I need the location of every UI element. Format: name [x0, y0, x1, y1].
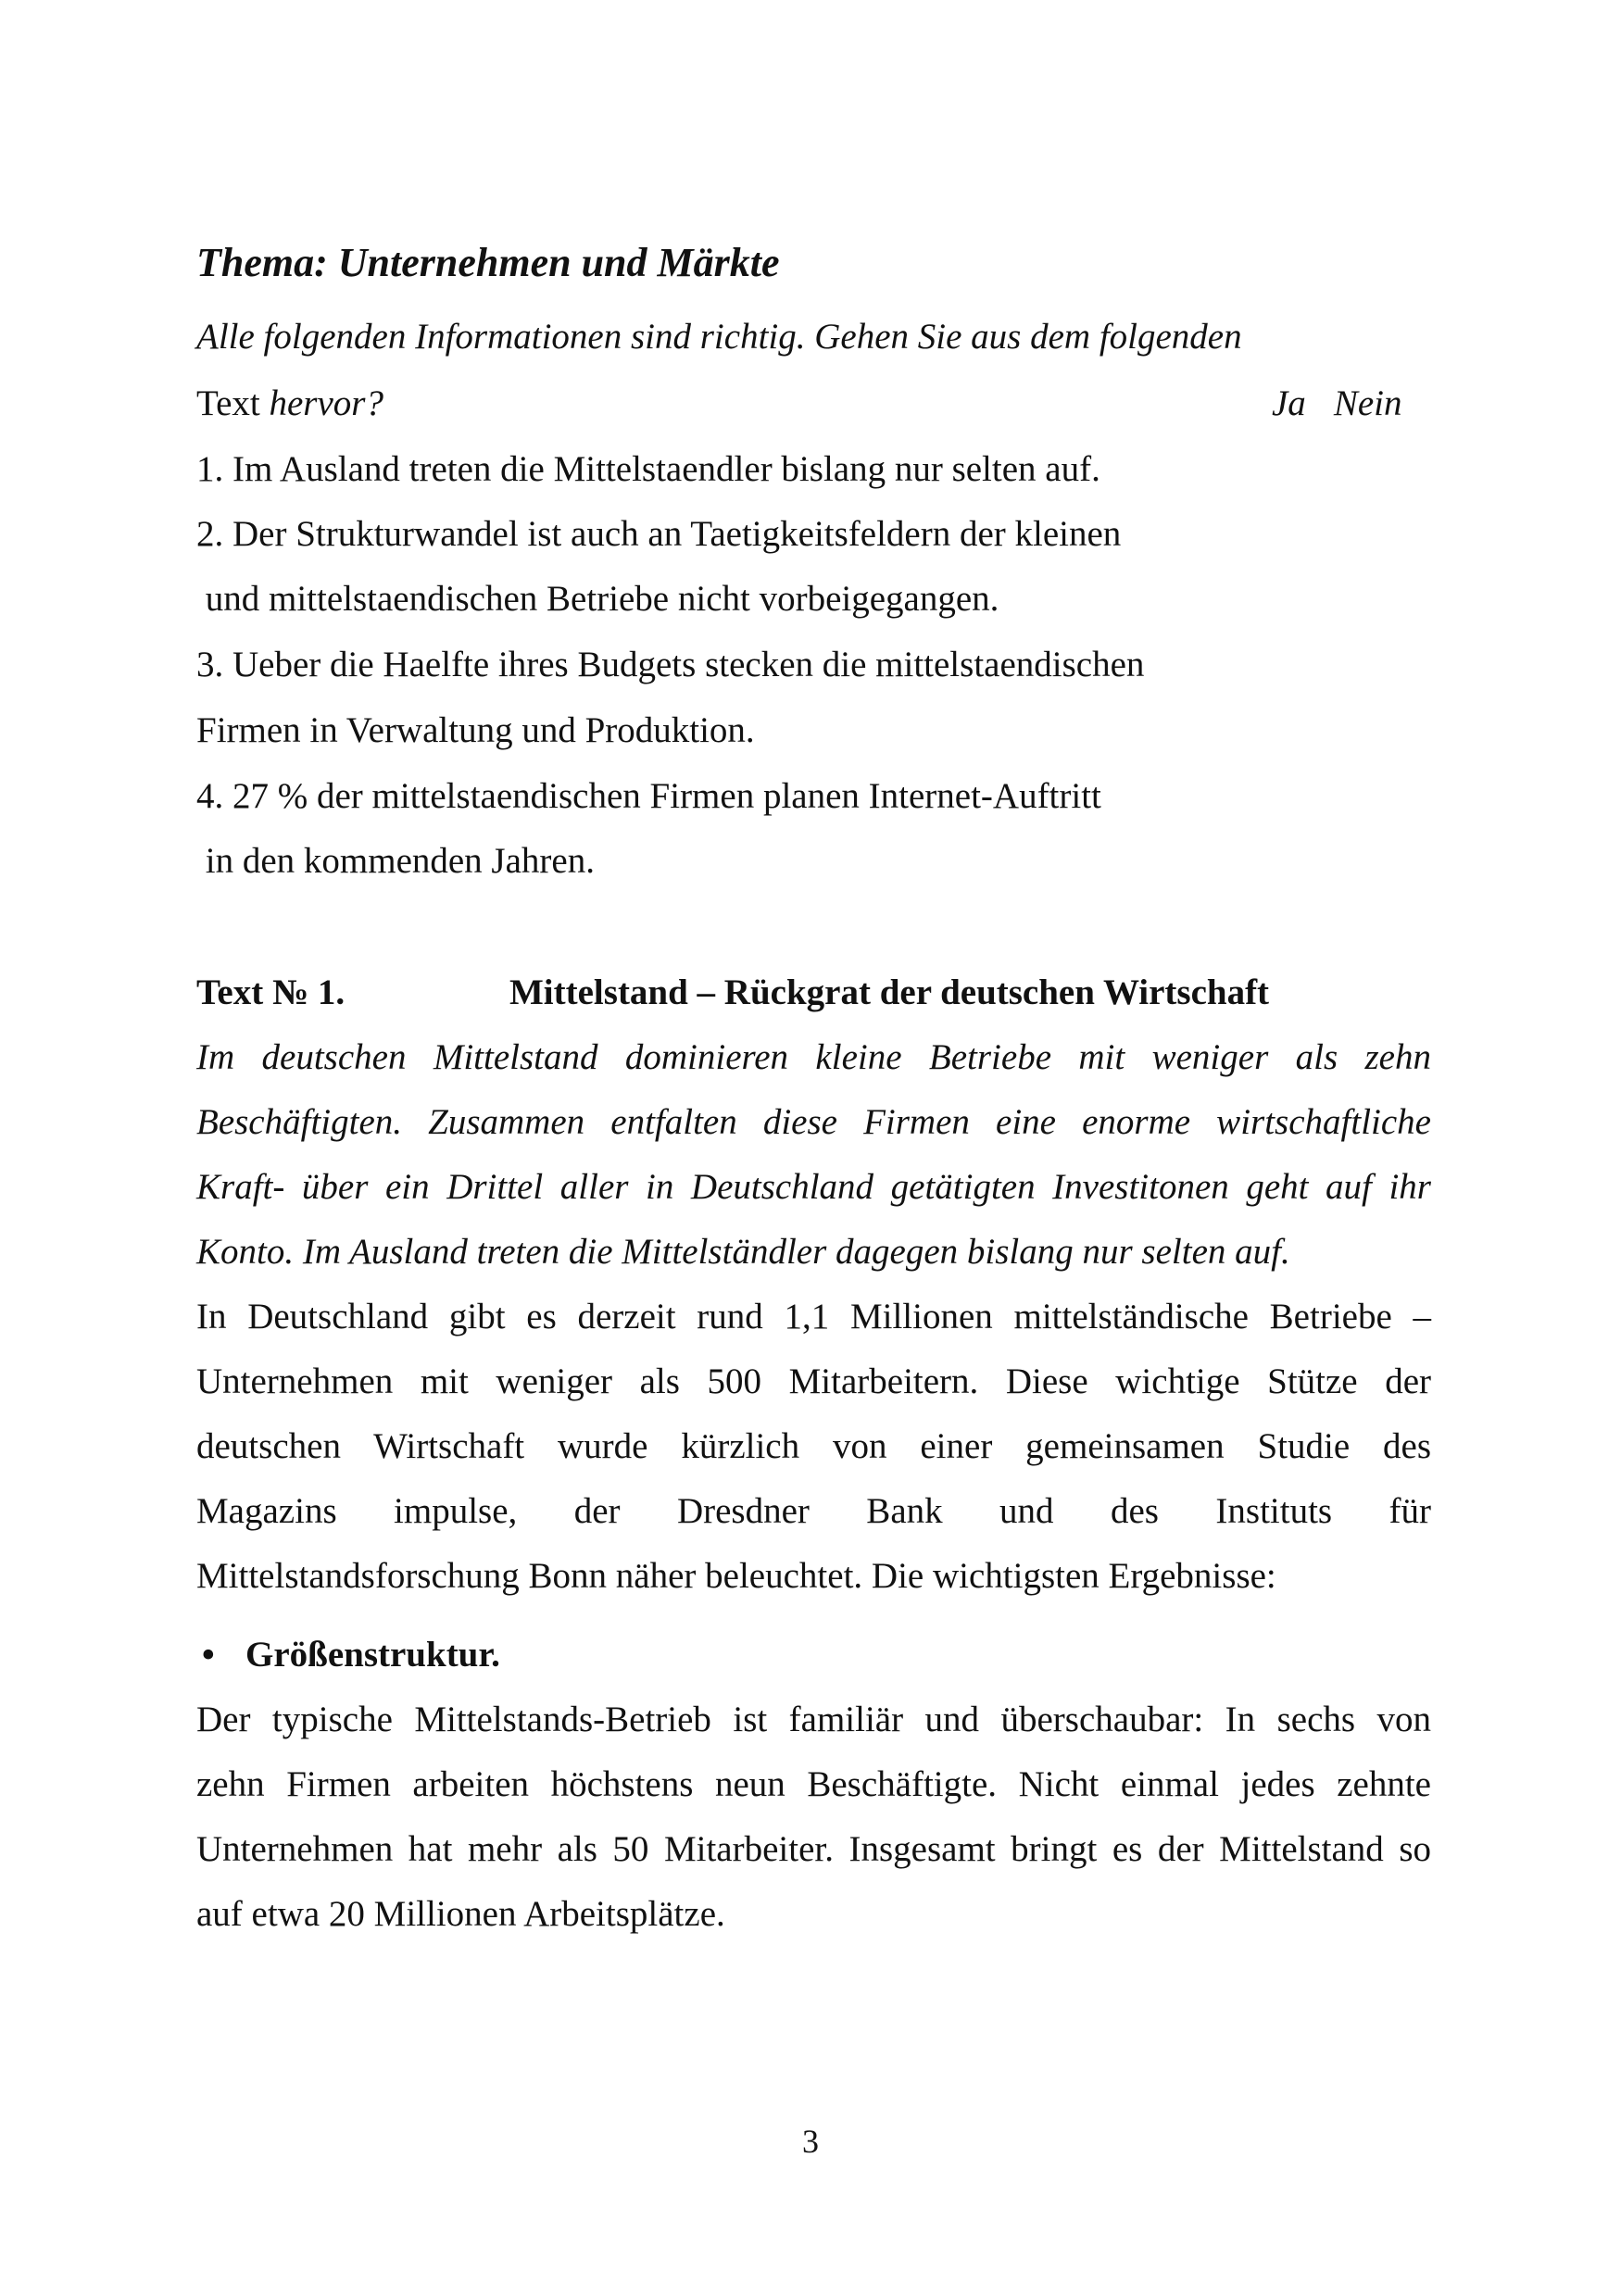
bullet-label: Größenstruktur.: [245, 1635, 500, 1675]
intro-line-1: Im deutschen Mittelstand dominieren kleine Betriebe mit weniger als zehn: [196, 1037, 1431, 1077]
instruction-line-2: [196, 382, 383, 426]
instruction-hervor: hervor?: [269, 383, 383, 423]
instruction-text-word: Text: [196, 383, 270, 423]
intro-line-2: Beschäftigten. Zusammen entfalten diese Firmen eine enorme wirtschaftliche: [196, 1102, 1431, 1142]
statement-4-line-1: 4. 27 % der mittelstaendischen Firmen planen Internet-Auftritt: [196, 776, 1101, 816]
statement-4-line-2: in den kommenden Jahren.: [196, 841, 595, 881]
para1-line-4: Magazins impulse, der Dresdner Bank und des Instituts für: [196, 1491, 1431, 1531]
statement-2-line-2: und mittelstaendischen Betriebe nicht vorbeigegangen.: [196, 579, 999, 619]
statement-3-line-1: 3. Ueber die Haelfte ihres Budgets stecken die mittelstaendischen: [196, 645, 1145, 684]
para1-line-3: deutschen Wirtschaft wurde kürzlich von einer gemeinsamen Studie des: [196, 1426, 1431, 1466]
answer-yes-label: Ja: [1272, 383, 1306, 423]
statement-1: 1. Im Ausland treten die Mittelstaendler bislang nur selten auf.: [196, 449, 1100, 489]
page-number: 3: [802, 2123, 819, 2160]
text-label: Text № 1.: [196, 972, 346, 1012]
theme-title: Thema: Unternehmen und Märkte: [196, 240, 780, 285]
intro-line-4: Konto. Im Ausland treten die Mittelständler dagegen bislang nur selten auf.: [196, 1232, 1290, 1272]
para2-line-1: Der typische Mittelstands-Betrieb ist familiär und überschaubar: In sechs von: [196, 1700, 1431, 1739]
text-title: Mittelstand – Rückgrat der deutschen Wirtschaft: [509, 972, 1270, 1012]
para2-line-4: auf etwa 20 Millionen Arbeitsplätze.: [196, 1894, 725, 1934]
para1-line-2: Unternehmen mit weniger als 500 Mitarbeitern. Diese wichtige Stütze der: [196, 1361, 1431, 1401]
instruction-line-1: Alle folgenden Informationen sind richtig. Gehen Sie aus dem folgenden: [196, 317, 1242, 357]
answer-no-label: Nein: [1333, 383, 1402, 423]
para2-line-2: zehn Firmen arbeiten höchstens neun Beschäftigte. Nicht einmal jedes zehnte: [196, 1764, 1431, 1804]
intro-line-3: Kraft- über ein Drittel aller in Deutschland getätigten Investitonen geht auf ihr: [196, 1167, 1431, 1207]
statement-3-line-2: Firmen in Verwaltung und Produktion.: [196, 710, 755, 750]
bullet-dot-icon: •: [202, 1635, 215, 1675]
para1-line-1: In Deutschland gibt es derzeit rund 1,1 Millionen mittelständische Betriebe –: [196, 1297, 1431, 1336]
bullet-item: [202, 1633, 500, 1677]
para1-line-5: Mittelstandsforschung Bonn näher beleuchtet. Die wichtigsten Ergebnisse:: [196, 1556, 1276, 1596]
answer-columns: [1272, 382, 1401, 426]
statement-2-line-1: 2. Der Strukturwandel ist auch an Taetigkeitsfeldern der kleinen: [196, 514, 1122, 554]
para2-line-3: Unternehmen hat mehr als 50 Mitarbeiter. Insgesamt bringt es der Mittelstand so: [196, 1829, 1431, 1869]
